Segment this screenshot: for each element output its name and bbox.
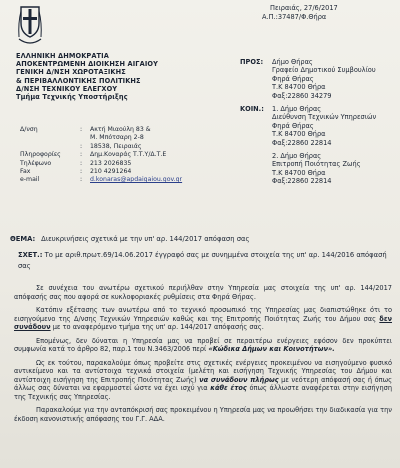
recipient-line: 2. Δήμο Θήρας xyxy=(272,152,322,161)
recipient-line: Διεύθυνση Τεχνικών Υπηρεσιών xyxy=(272,113,377,122)
contact-value: 213 2026835 xyxy=(90,159,132,167)
body-paragraph: Κατόπιν εξέτασης των ανωτέρω από το τεχνικό προσωπικό της Υπηρεσίας μας διαπιστώθηκε ότι το εισηγούμενο της Δ/νσης Τεχνικών Υπηρεσιών καθώς και της Επιτροπής Ποιότητας Ζωής του Δήμου σας δεν συνάδουν με το αναφερόμενο τμήμα της υπ' αρ. 144/2017 απόφασής σας. xyxy=(14,306,392,331)
body-paragraph: Σε συνέχεια του ανωτέρω σχετικού περιήλθαν στην Υπηρεσία μας στοιχεία της υπ' αρ. 144/2017 απόφασής σας που αφορά σε κυκλοφοριακές ρυθμίσεις στα Φηρά Θήρας. xyxy=(14,284,392,301)
body-paragraph: Παρακαλούμε για την ανταπόκρισή σας προκειμένου η Υπηρεσία μας να προωθήσει την διαδικασία για την έκδοση κανονιστικής απόφασης του Γ.Γ. ΑΔΑ. xyxy=(14,406,392,423)
recipient-line: Τ.Κ 84700 Θήρα xyxy=(272,168,326,177)
recipient-to xyxy=(240,58,376,100)
recipient-cc-1 xyxy=(240,105,376,147)
recipient-line: 1. Δήμο Θήρας xyxy=(272,105,322,114)
contact-row-address: Δ/νση : Ακτή Μιαούλη 83 & xyxy=(20,126,151,133)
sender-line: ΕΛΛΗΝΙΚΗ ΔΗΜΟΚΡΑΤΙΑ xyxy=(16,52,109,60)
contact-row-fax: Fax : 210 4291264 xyxy=(20,168,132,176)
contact-value: 210 4291264 xyxy=(90,168,132,176)
recipient-cc-2 xyxy=(240,152,376,186)
recipient-line: Φηρά Θήρας xyxy=(272,74,314,83)
subject-text: Διευκρινήσεις σχετικά με την υπ' αρ. 144/2017 απόφαση σας xyxy=(41,235,250,243)
recipient-line: Επιτροπή Ποιότητας Ζωής xyxy=(272,160,361,169)
reference-text: Το με αριθ.πρωτ.69/14.06.2017 έγγραφό σας με συνημμένα στοιχεία της υπ' αρ. 144/2016 απόφασή σας xyxy=(18,251,387,270)
contact-row-email: e-mail : d.konaras@apdaigaiou.gov.gr xyxy=(20,176,183,184)
subject-line xyxy=(10,235,250,243)
recipient-line: Φηρά Θήρας xyxy=(272,121,314,130)
emphasis-text: «Κώδικα Δήμων και Κοινοτήτων». xyxy=(208,345,335,353)
sender-line: ΑΠΟΚΕΝΤΡΩΜΕΝΗ ΔΙΟΙΚΗΣΗ ΑΙΓΑΙΟΥ xyxy=(16,60,158,69)
emphasis-text: κάθε έτος xyxy=(210,384,247,392)
contact-row-info: Πληροφορίες : Δηµ.Κοναράς Τ.Τ.Υ/Δ.Τ.Ε xyxy=(20,151,167,159)
recipient-line: Φαξ:22860 34279 xyxy=(272,91,332,100)
recipient-line: Γραφείο Δημοτικού Συμβουλίου xyxy=(272,66,376,75)
email-link[interactable]: d.konaras@apdaigaiou.gov.gr xyxy=(90,176,183,184)
contact-label: Τηλέφωνο xyxy=(20,159,52,167)
contact-value: Ακτή Μιαούλη 83 & xyxy=(90,126,151,133)
recipient-line: Δήμο Θήρας xyxy=(272,58,313,66)
letter-body xyxy=(14,284,392,428)
reference-label: ΣΧΕΤ.: xyxy=(18,251,43,259)
sender-line: ΓΕΝΙΚΗ Δ/ΝΣΗ ΧΩΡΟΤΑΞΙΚΗΣ xyxy=(16,68,126,77)
contact-row-postcode: : 18538, Πειραιάς xyxy=(80,142,142,150)
recipients-block xyxy=(240,58,376,191)
contact-value: 18538, Πειραιάς xyxy=(90,142,142,150)
recipient-label: ΠΡΟΣ: xyxy=(240,58,264,66)
contact-label: Fax xyxy=(20,168,31,176)
emphasis-text: δεν συνάδουν xyxy=(14,314,392,331)
contact-label: Δ/νση xyxy=(20,126,38,133)
recipient-label: ΚΟΙΝ.: xyxy=(240,105,264,114)
sender-line: & ΠΕΡΙΒΑΛΛΟΝΤΙΚΗΣ ΠΟΛΙΤΙΚΗΣ xyxy=(16,76,141,85)
protocol-number: Α.Π.:37487/Φ.Θήρα xyxy=(262,13,327,21)
place-and-date: Πειραιάς, 27/6/2017 xyxy=(270,4,338,12)
sender-line: Δ/ΝΣΗ ΤΕΧΝΙΚΟΥ ΕΛΕΓΧΟΥ xyxy=(16,84,118,93)
recipient-line: Τ.Κ 84700 Θήρα xyxy=(272,83,326,92)
recipient-line: Φαξ:22860 22814 xyxy=(272,177,332,186)
contact-row-phone: Τηλέφωνο : 213 2026835 xyxy=(20,159,132,167)
contact-details xyxy=(20,126,182,185)
contact-row-address-2 xyxy=(20,134,182,142)
subject-label: ΘΕΜΑ: xyxy=(10,235,36,243)
recipient-line: Τ.Κ 84700 Θήρα xyxy=(272,130,326,139)
body-paragraph: Επομένως, δεν δύναται η Υπηρεσία μας να προβεί σε περαιτέρω ενέργειες εφόσον δεν προκύπτει συμφωνία κατά το άρθρο 82, παρ.1 του Ν.3463/2006 περί «Κώδικα Δήμων και Κοινοτήτων». xyxy=(14,336,392,353)
contact-value: Μ. Μπότσαρη 2-8 xyxy=(90,134,144,142)
body-paragraph: Ως εκ τούτου, παρακαλούμε όπως προβείτε στις σχετικές ενέργειες προκειμένου να εισηγούμενο φυσικό αντικείμενο και τα αντίστοιχα τεχνικά στοιχεία (μελέτη και εισήγηση Τεχνικής Υπηρεσίας του Δήμου και αντίστοιχη εισήγηση της Επιτροπής Ποιότητας Ζωής) να συνάδουν πλήρως με νεότερη απόφασή σας ή όπως άλλως σας δύναται να εφαρμοστεί ώστε να έχει ισχύ για κάθε έτος όπως άλλωστε αναφέρεται στην εισήγηση της Τεχνικής σας Υπηρεσίας. xyxy=(14,358,392,401)
contact-label: e-mail xyxy=(20,176,40,184)
sender-line: Τμήμα Τεχνικής Υποστήριξης xyxy=(16,93,128,102)
contact-label: Πληροφορίες xyxy=(20,151,61,159)
sender-authority-block xyxy=(16,52,158,101)
greek-coat-of-arms-icon xyxy=(17,3,43,47)
recipient-line: Φαξ:22860 22814 xyxy=(272,138,332,147)
contact-value: Δηµ.Κοναράς Τ.Τ.Υ/Δ.Τ.Ε xyxy=(90,151,167,159)
emphasis-text: να συνάδουν πλήρως xyxy=(199,375,279,384)
reference-line xyxy=(18,250,388,272)
